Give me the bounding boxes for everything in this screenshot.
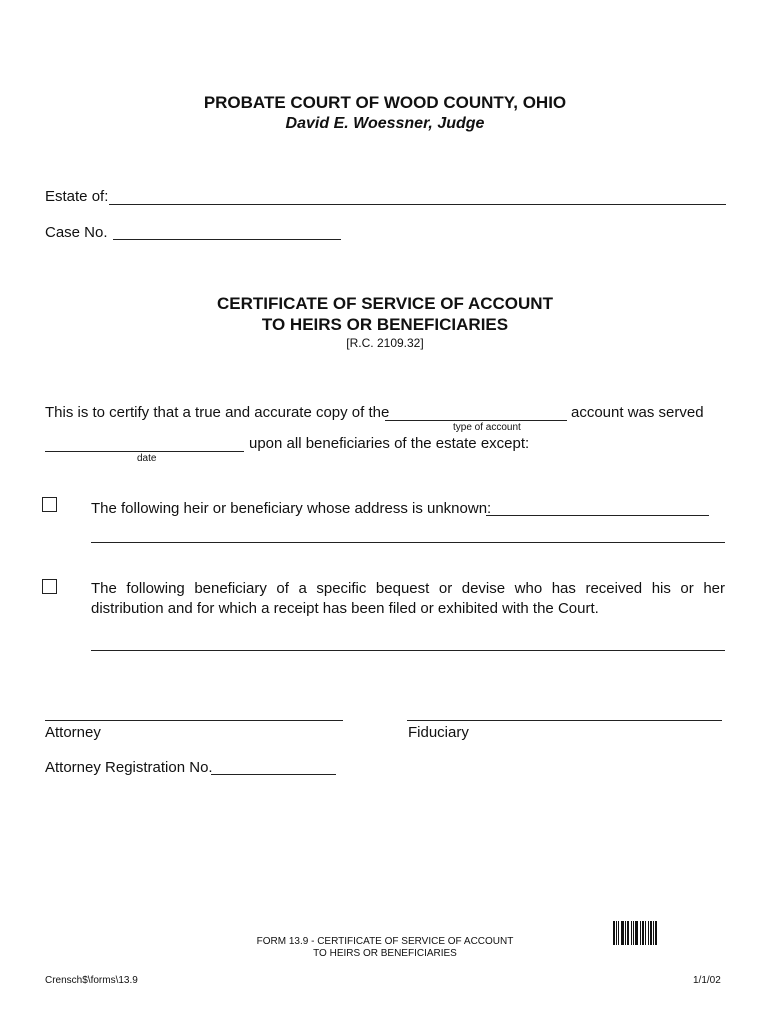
form-title-line1: CERTIFICATE OF SERVICE OF ACCOUNT — [217, 294, 553, 313]
specific-bequest-field[interactable] — [91, 650, 725, 651]
account-type-caption: type of account — [453, 422, 521, 433]
attorney-registration-field[interactable] — [211, 774, 336, 775]
estate-label: Estate of: — [45, 188, 109, 205]
statute-reference: [R.C. 2109.32] — [346, 336, 424, 350]
case-number-label: Case No. — [45, 224, 108, 241]
certify-text: This is to certify that a true and accurate copy of the — [45, 404, 390, 421]
estate-field[interactable] — [109, 204, 726, 205]
form-title-line2: TO HEIRS OR BENEFICIARIES — [261, 315, 509, 334]
case-number-field[interactable] — [113, 239, 341, 240]
footer-form-line1: FORM 13.9 - CERTIFICATE OF SERVICE OF ACCOUNT — [256, 936, 514, 947]
fiduciary-signature-line[interactable] — [407, 720, 722, 721]
fiduciary-label: Fiduciary — [408, 724, 469, 741]
account-served-text: account was served — [571, 404, 704, 421]
footer-form-line2: TO HEIRS OR BENEFICIARIES — [313, 948, 457, 959]
unknown-address-checkbox[interactable] — [42, 497, 57, 512]
unknown-address-text: The following heir or beneficiary whose address is unknown: — [91, 500, 492, 517]
footer-date: 1/1/02 — [693, 975, 721, 986]
specific-bequest-checkbox[interactable] — [42, 579, 57, 594]
attorney-registration-label: Attorney Registration No. — [45, 759, 213, 776]
unknown-address-field[interactable] — [486, 515, 709, 516]
attorney-signature-line[interactable] — [45, 720, 343, 721]
account-type-field[interactable] — [385, 420, 567, 421]
unknown-address-extra-line[interactable] — [91, 542, 725, 543]
footer-file-path: Crensch$\forms\13.9 — [45, 975, 138, 986]
court-name: PROBATE COURT OF WOOD COUNTY, OHIO — [203, 93, 567, 112]
judge-name: David E. Woessner, Judge — [285, 115, 485, 132]
beneficiaries-text: upon all beneficiaries of the estate except: — [249, 435, 530, 452]
specific-bequest-text: The following beneficiary of a specific bequest or devise who has received his or her distribution and for which a receipt has been filed or exhibited with the Court. — [91, 580, 725, 617]
attorney-label: Attorney — [45, 724, 101, 741]
date-caption: date — [137, 453, 157, 464]
service-date-field[interactable] — [45, 451, 244, 452]
